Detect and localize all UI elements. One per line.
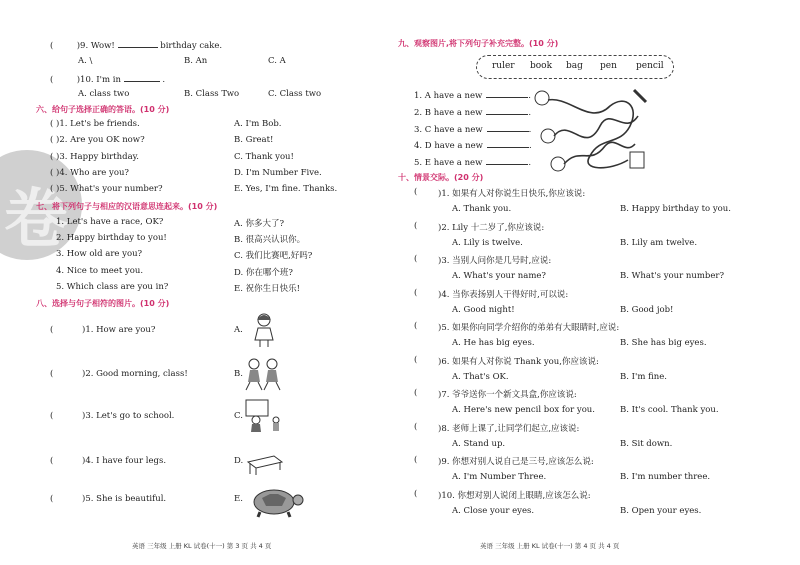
left-q10: ( )10. I'm in . <box>50 72 165 85</box>
sec10-option-a: A. Close your eyes. <box>452 505 535 516</box>
sec7-chinese: A. 你多大了? <box>234 219 285 229</box>
word-bank-item: pen <box>600 61 617 71</box>
sec7-chinese: B. 很高兴认识你。 <box>234 235 306 246</box>
watermark-stamp-glyph: 卷 <box>4 183 68 257</box>
sec10-option-b: B. Open your eyes. <box>620 505 702 516</box>
section-9-title: 九、观察图片,将下列句子补充完整。(10 分) <box>398 39 559 48</box>
sec7-sentence: 1. Let's have a race, OK? <box>56 217 164 227</box>
q9-option-a: A. \ <box>78 56 93 66</box>
q10-blank[interactable] <box>124 72 160 82</box>
sec9-sentence-text: 3. C have a new <box>414 124 483 135</box>
word-bank-item: ruler <box>492 61 515 71</box>
sec10-question: )2. Lily 十二岁了,你应该说: <box>438 222 545 233</box>
sec10-option-a: A. What's your name? <box>452 271 546 281</box>
sec8-paren: ( <box>50 494 54 504</box>
sec6-answer: A. I'm Bob. <box>234 119 282 129</box>
section-8-title: 八、选择与句子相符的图片。(10 分) <box>36 299 170 308</box>
sec10-option-b: B. Good job! <box>620 304 674 315</box>
sec9-answer-blank[interactable] <box>486 88 528 98</box>
sec10-option-b: B. I'm number three. <box>620 472 711 482</box>
sec9-answer-blank[interactable] <box>487 138 529 148</box>
sec10-option-b: B. Happy birthday to you. <box>620 204 731 214</box>
sec10-option-a: A. Good night! <box>452 304 515 315</box>
sec9-sentence: 1. A have a new . <box>414 88 531 101</box>
sec9-sentence: 2. B have a new . <box>414 105 531 118</box>
sec6-answer: B. Great! <box>234 135 274 146</box>
sec8-option-label: A. <box>234 325 243 335</box>
sec10-option-b: B. What's your number? <box>620 271 725 281</box>
sec9-sentence: 4. D have a new . <box>414 138 532 151</box>
sec10-paren: ( <box>414 321 418 331</box>
sec10-paren: ( <box>414 254 418 264</box>
word-bank-item: book <box>530 61 553 71</box>
sec10-option-a: A. That's OK. <box>452 371 509 382</box>
sec8-question: )3. Let's go to school. <box>82 411 175 421</box>
sec9-answer-blank[interactable] <box>486 105 528 115</box>
picture-tangled-lines <box>530 86 650 176</box>
sec7-chinese: D. 你在哪个班? <box>234 267 293 278</box>
sec9-answer-blank[interactable] <box>487 122 529 132</box>
sec8-paren: ( <box>50 456 54 466</box>
section-6-title: 六、给句子选择正确的答语。(10 分) <box>36 105 170 114</box>
sec10-question: )9. 你想对别人说自己是三号,应该怎么说: <box>438 457 594 467</box>
sec10-option-a: A. Here's new pencil box for you. <box>452 405 595 415</box>
q9-blank[interactable] <box>118 38 158 48</box>
sec10-paren: ( <box>414 220 418 231</box>
picture-b-children-running <box>244 356 284 392</box>
picture-d-table <box>244 440 284 476</box>
sec8-paren: ( <box>50 411 54 421</box>
sec6-answer: C. Thank you! <box>234 151 294 162</box>
sec10-paren: ( <box>414 287 418 298</box>
sec9-answer-blank[interactable] <box>486 155 528 165</box>
q9-option-b: B. An <box>184 56 208 66</box>
sec8-option-label: E. <box>234 494 243 504</box>
picture-e-turtle <box>244 482 304 518</box>
sec9-sentence-text: 1. A have a new <box>414 91 483 101</box>
sec10-question: )6. 如果有人对你说 Thank you,你应该说: <box>438 356 599 367</box>
sec6-question: ( )1. Let's be friends. <box>50 119 140 129</box>
sec10-question: )5. 如果你向同学介绍你的弟弟有大眼睛时,应说: <box>438 323 620 333</box>
sec10-paren: ( <box>414 421 418 432</box>
sec10-paren: ( <box>414 187 418 197</box>
right-footer: 英语 三年级 上册 KL 试卷(十一) 第 4 页 共 4 页 <box>480 542 620 550</box>
sec10-question: )8. 老师上课了,让同学们起立,应该说: <box>438 423 580 434</box>
sec6-question: ( )2. Are you OK now? <box>50 135 145 146</box>
sec10-option-b: B. She has big eyes. <box>620 338 707 348</box>
sec9-sentence-text: 5. E have a new <box>414 158 483 169</box>
q10-option-c: C. Class two <box>268 89 322 99</box>
picture-a-girl <box>244 312 284 348</box>
sec10-option-a: A. He has big eyes. <box>452 338 535 348</box>
sec7-chinese: C. 我们比赛吧,好吗? <box>234 251 313 262</box>
q10-option-b: B. Class Two <box>184 89 240 99</box>
sec6-question: ( )4. Who are you? <box>50 167 129 178</box>
sec10-paren: ( <box>414 388 418 398</box>
sec10-question: )7. 爷爷送你一个新文具盒,你应该说: <box>438 390 577 400</box>
sec10-option-a: A. Stand up. <box>452 438 506 449</box>
sec10-option-b: B. I'm fine. <box>620 371 667 382</box>
section-10-title: 十、情景交际。(20 分) <box>398 173 484 182</box>
sec10-paren: ( <box>414 488 418 499</box>
sec7-chinese: E. 祝你生日快乐! <box>234 283 301 294</box>
sec7-sentence: 3. How old are you? <box>56 249 143 260</box>
sec6-answer: D. I'm Number Five. <box>234 167 322 178</box>
sec10-question: )10. 你想对别人说闭上眼睛,应该怎么说: <box>438 490 591 501</box>
q10-option-a: A. class two <box>78 89 130 99</box>
word-bank-item: pencil <box>636 61 664 71</box>
sec8-paren: ( <box>50 369 54 379</box>
sec9-sentence-text: 4. D have a new <box>414 141 483 152</box>
section-7-title: 七、将下列句子与相应的汉语意思连起来。(10 分) <box>36 202 218 211</box>
sec10-option-b: B. It's cool. Thank you. <box>620 405 719 415</box>
sec8-option-label: C. <box>234 411 243 421</box>
sec10-question: )3. 当别人问你是几号时,应说: <box>438 256 552 266</box>
sec8-question: )2. Good morning, class! <box>82 369 188 379</box>
sec10-paren: ( <box>414 354 418 365</box>
sec8-paren: ( <box>50 325 54 335</box>
sec8-question: )1. How are you? <box>82 325 156 335</box>
sec10-option-a: A. I'm Number Three. <box>452 472 547 482</box>
sec8-option-label: B. <box>234 369 243 379</box>
sec10-question: )1. 如果有人对你说生日快乐,你应该说: <box>438 189 586 199</box>
sec10-option-a: A. Thank you. <box>452 204 512 214</box>
sec6-question: ( )5. What's your number? <box>50 184 163 195</box>
sec9-sentence-text: 2. B have a new <box>414 107 483 118</box>
sec9-sentence: 5. E have a new . <box>414 155 531 168</box>
sec7-sentence: 2. Happy birthday to you! <box>56 233 167 244</box>
sec10-option-b: B. Lily am twelve. <box>620 237 698 248</box>
sec10-option-b: B. Sit down. <box>620 438 673 449</box>
left-q9: ( )9. Wow! birthday cake. <box>50 38 222 51</box>
sec8-question: )5. She is beautiful. <box>82 494 167 504</box>
sec8-question: )4. I have four legs. <box>82 456 167 466</box>
q9-option-c: C. A <box>268 56 286 66</box>
sec6-answer: E. Yes, I'm fine. Thanks. <box>234 184 338 195</box>
sec6-question: ( )3. Happy birthday. <box>50 151 140 162</box>
sec7-sentence: 5. Which class are you in? <box>56 281 169 292</box>
sec10-paren: ( <box>414 455 418 465</box>
sec9-sentence: 3. C have a new . <box>414 122 531 135</box>
word-bank-item: bag <box>566 61 583 71</box>
picture-c-teacher-class <box>244 398 284 434</box>
sec10-option-a: A. Lily is twelve. <box>452 237 523 248</box>
sec8-option-label: D. <box>234 456 244 466</box>
sec7-sentence: 4. Nice to meet you. <box>56 265 144 276</box>
left-footer: 英语 三年级 上册 KL 试卷(十一) 第 3 页 共 4 页 <box>132 542 272 550</box>
sec10-question: )4. 当你表扬别人干得好时,可以说: <box>438 289 569 300</box>
